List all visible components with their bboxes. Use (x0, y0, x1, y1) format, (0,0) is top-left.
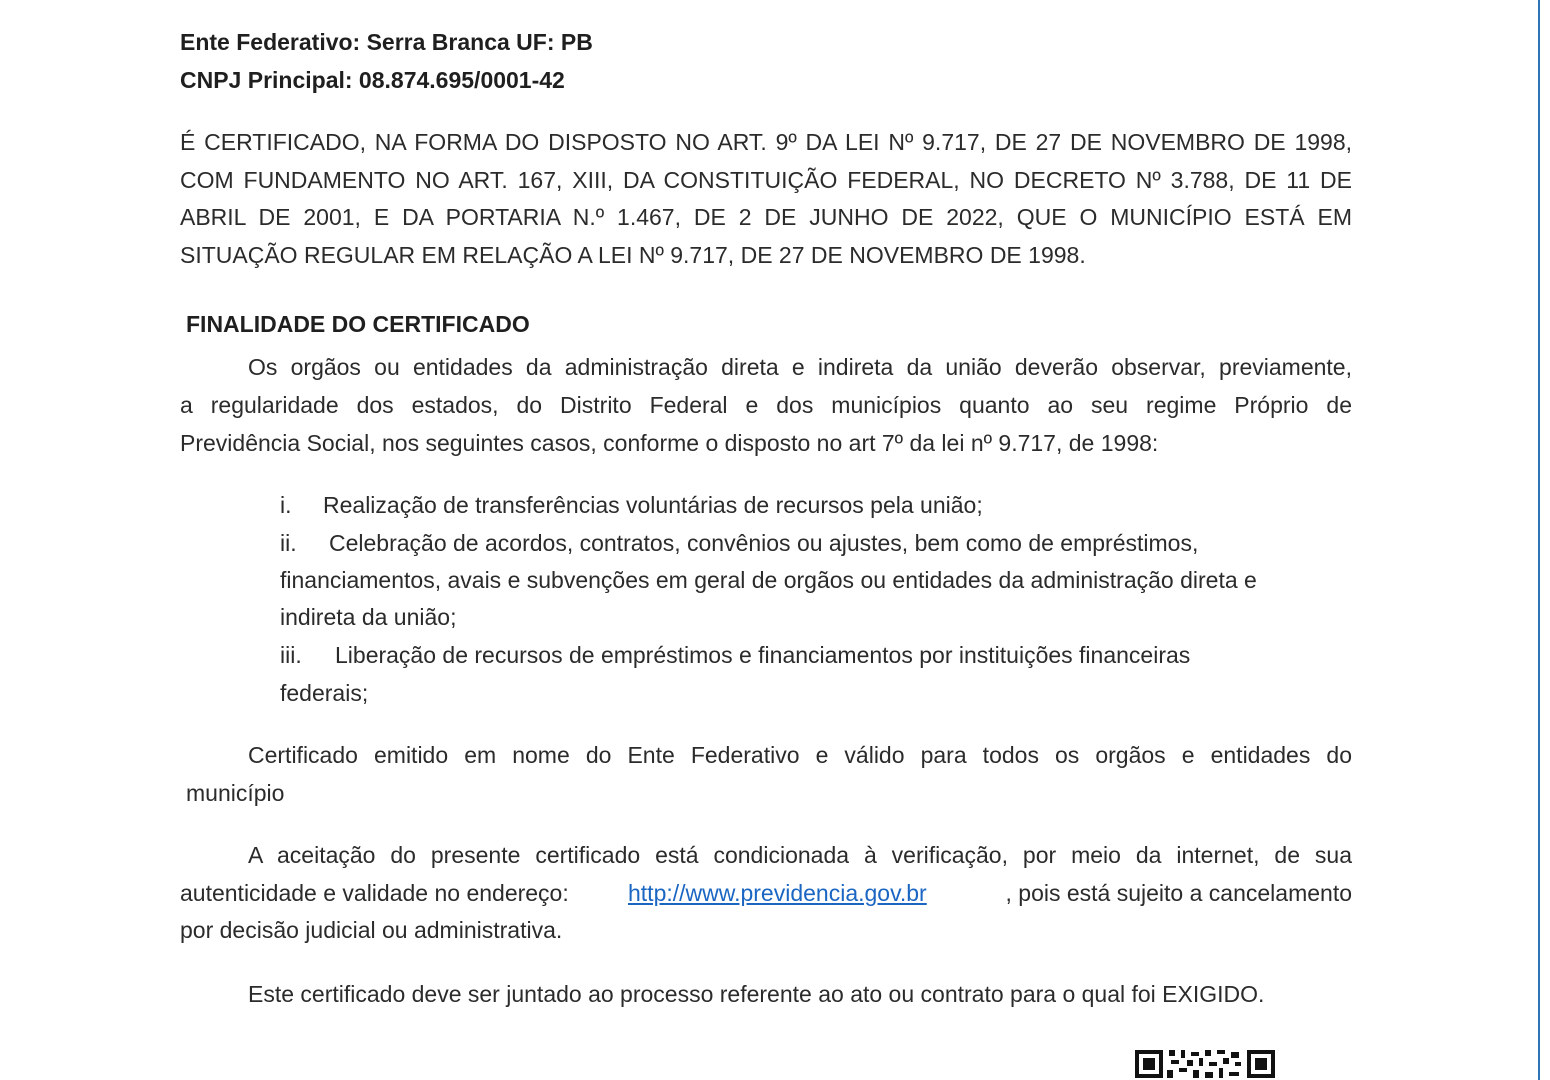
list-item: Celebração de acordos, contratos, convênios ou ajustes, bem como de empréstimos, (329, 530, 1199, 556)
text-span: autenticidade e validade no endereço: (180, 880, 569, 906)
text-span: , pois está sujeito a cancelamento (1005, 880, 1352, 906)
qr-code-icon (1135, 1050, 1275, 1080)
paragraph-line: SITUAÇÃO REGULAR EM RELAÇÃO A LEI Nº 9.717, DE 27 DE NOVEMBRO DE 1998. (180, 242, 1086, 268)
paragraph-line: É CERTIFICADO, NA FORMA DO DISPOSTO NO ART. 9º DA LEI Nº 9.717, DE 27 DE NOVEMBRO DE 1998, (180, 129, 1352, 155)
previdencia-link[interactable] (628, 879, 927, 907)
list-item: Realização de transferências voluntárias de recursos pela união; (323, 492, 983, 518)
paragraph-line: ABRIL DE 2001, E DA PORTARIA N.º 1.467, DE 2 DE JUNHO DE 2022, QUE O MUNICÍPIO ESTÁ EM (180, 204, 1352, 230)
list-item: federais; (280, 680, 369, 706)
link-text[interactable]: http://www.previdencia.gov.br (628, 880, 927, 906)
paragraph-line: município (186, 780, 285, 806)
paragraph-line: COM FUNDAMENTO NO ART. 167, XIII, DA CONSTITUIÇÃO FEDERAL, NO DECRETO Nº 3.788, DE 11 DE (180, 167, 1352, 193)
list-item: indireta da união; (280, 604, 457, 630)
paragraph-line: Certificado emitido em nome do Ente Federativo e válido para todos os orgãos e entidades do (248, 742, 1352, 768)
paragraph-line: a regularidade dos estados, do Distrito Federal e dos municípios quanto ao seu regime Próprio de (180, 392, 1352, 418)
list-marker: ii. (280, 530, 297, 556)
paragraph-line: Os orgãos ou entidades da administração direta e indireta da união deverão observar, previamente, (248, 354, 1352, 380)
paragraph-line: A aceitação do presente certificado está condicionada à verificação, por meio da internet, de sua (248, 842, 1352, 868)
paragraph-line: Previdência Social, nos seguintes casos, conforme o disposto no art 7º da lei nº 9.717, de 1998: (180, 430, 1159, 456)
cnpj-principal: CNPJ Principal: 08.874.695/0001-42 (180, 67, 565, 93)
list-marker: i. (280, 492, 292, 518)
finalidade-heading: FINALIDADE DO CERTIFICADO (186, 311, 530, 337)
juntado-paragraph: Este certificado deve ser juntado ao processo referente ao ato ou contrato para o qual foi EXIGIDO. (248, 981, 1265, 1007)
list-item: Liberação de recursos de empréstimos e financiamentos por instituições financeiras (335, 642, 1191, 668)
paragraph-line: por decisão judicial ou administrativa. (180, 917, 563, 943)
list-item: financiamentos, avais e subvenções em geral de orgãos ou entidades da administração direta e (280, 567, 1257, 593)
list-marker: iii. (280, 642, 302, 668)
page-border-rule (1538, 0, 1540, 1080)
ente-federativo: Ente Federativo: Serra Branca UF: PB (180, 29, 593, 55)
